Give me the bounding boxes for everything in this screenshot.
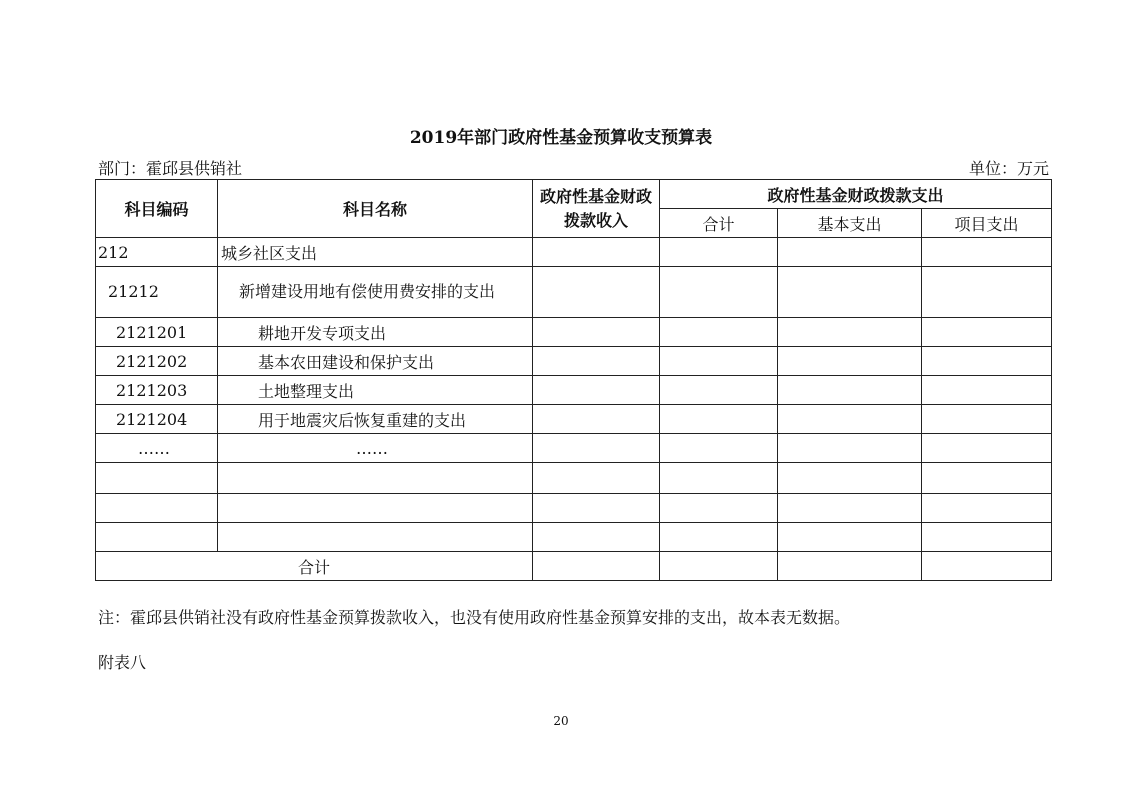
row-name: 用于地震灾后恢复重建的支出: [218, 405, 533, 434]
total-row: [96, 552, 1052, 581]
department-label: 部门：霍邱县供销社: [98, 159, 243, 178]
row-code: 2121203: [96, 376, 218, 405]
row-project-cell: [922, 434, 1052, 463]
table-row-empty: [96, 463, 1052, 494]
row-code: 2121202: [96, 347, 218, 376]
total-basic-cell: [778, 552, 922, 581]
row-total-cell: [660, 405, 778, 434]
row-total-cell: [660, 463, 778, 494]
row-name: ……: [218, 434, 533, 463]
row-total-cell: [660, 318, 778, 347]
table-row: [96, 434, 1052, 463]
header-basic: 基本支出: [778, 209, 922, 238]
row-name: 耕地开发专项支出: [218, 318, 533, 347]
total-project-cell: [922, 552, 1052, 581]
row-total-cell: [660, 267, 778, 318]
row-income-cell: [533, 347, 660, 376]
row-code: [96, 494, 218, 523]
table-row-empty: [96, 523, 1052, 552]
header-code: 科目编码: [96, 180, 218, 238]
row-project-cell: [922, 267, 1052, 318]
row-basic-cell: [778, 376, 922, 405]
row-basic-cell: [778, 347, 922, 376]
row-name: [218, 494, 533, 523]
row-total-cell: [660, 347, 778, 376]
row-income-cell: [533, 238, 660, 267]
header-name: 科目名称: [218, 180, 533, 238]
row-basic-cell: [778, 318, 922, 347]
row-basic-cell: [778, 267, 922, 318]
row-code: ……: [96, 434, 218, 463]
total-label: 合计: [96, 552, 533, 581]
row-code: 212: [96, 238, 218, 267]
total-income-cell: [533, 552, 660, 581]
row-name: [218, 523, 533, 552]
table-row-empty: [96, 494, 1052, 523]
row-project-cell: [922, 523, 1052, 552]
row-name: 基本农田建设和保护支出: [218, 347, 533, 376]
table-row: [96, 376, 1052, 405]
row-total-cell: [660, 238, 778, 267]
table-row: [96, 347, 1052, 376]
row-code: [96, 463, 218, 494]
row-income-cell: [533, 318, 660, 347]
header-expense-group: 政府性基金财政拨款支出: [660, 180, 1052, 209]
row-name: [218, 463, 533, 494]
row-project-cell: [922, 376, 1052, 405]
row-project-cell: [922, 494, 1052, 523]
page-title: 2019年部门政府性基金预算收支预算表: [409, 128, 713, 148]
row-income-cell: [533, 376, 660, 405]
row-name: 土地整理支出: [218, 376, 533, 405]
header-total: 合计: [660, 209, 778, 238]
appendix-label: 附表八: [98, 653, 147, 672]
table-row: [96, 267, 1052, 318]
row-project-cell: [922, 318, 1052, 347]
unit-label: 单位：万元: [968, 159, 1049, 178]
table-row: [96, 238, 1052, 267]
table-row: [96, 405, 1052, 434]
row-project-cell: [922, 347, 1052, 376]
row-total-cell: [660, 494, 778, 523]
total-total-cell: [660, 552, 778, 581]
row-basic-cell: [778, 405, 922, 434]
header-project: 项目支出: [922, 209, 1052, 238]
row-basic-cell: [778, 434, 922, 463]
header-income: 政府性基金财政拨款收入: [533, 180, 660, 238]
row-code: 2121201: [96, 318, 218, 347]
table-row: [96, 318, 1052, 347]
row-code: 21212: [96, 267, 218, 318]
row-income-cell: [533, 267, 660, 318]
page-number: 20: [553, 714, 569, 728]
budget-table: [95, 179, 1052, 581]
row-project-cell: [922, 238, 1052, 267]
row-total-cell: [660, 376, 778, 405]
row-basic-cell: [778, 523, 922, 552]
row-basic-cell: [778, 463, 922, 494]
row-income-cell: [533, 494, 660, 523]
row-code: 2121204: [96, 405, 218, 434]
row-name: 城乡社区支出: [218, 238, 533, 267]
row-project-cell: [922, 463, 1052, 494]
footnote: 注：霍邱县供销社没有政府性基金预算拨款收入，也没有使用政府性基金预算安排的支出，故本表无数据。: [98, 608, 851, 627]
row-income-cell: [533, 523, 660, 552]
row-income-cell: [533, 405, 660, 434]
row-project-cell: [922, 405, 1052, 434]
row-code: [96, 523, 218, 552]
row-total-cell: [660, 434, 778, 463]
row-name: 新增建设用地有偿使用费安排的支出: [218, 267, 533, 318]
row-basic-cell: [778, 238, 922, 267]
row-basic-cell: [778, 494, 922, 523]
row-income-cell: [533, 463, 660, 494]
row-income-cell: [533, 434, 660, 463]
row-total-cell: [660, 523, 778, 552]
